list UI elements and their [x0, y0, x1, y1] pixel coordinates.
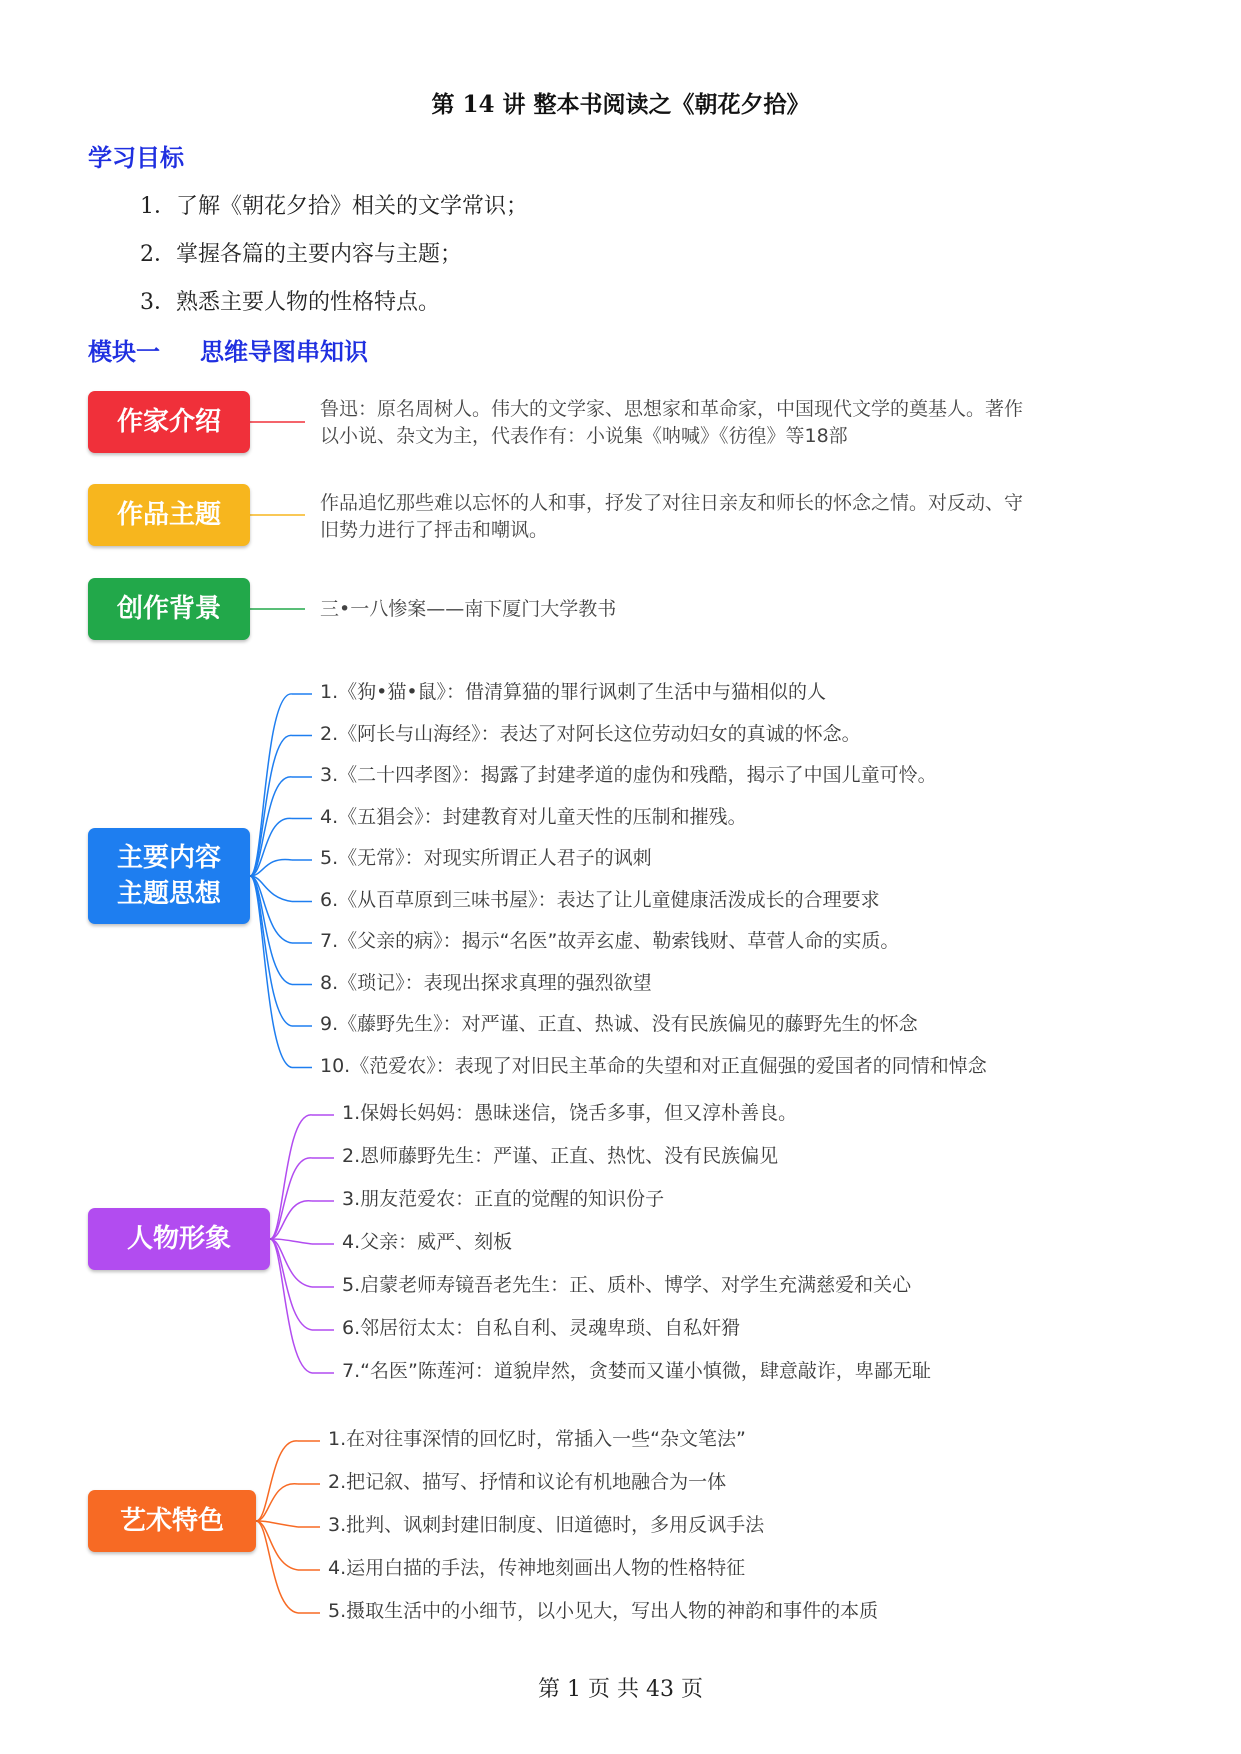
content-badge-line2: 主题思想 [116, 879, 221, 909]
art-badge: 艺术特色 [88, 1490, 256, 1552]
branch-item: 3.朋友范爱农：正直的觉醒的知识份子 [342, 1188, 665, 1210]
background-badge: 创作背景 [88, 578, 250, 640]
module-heading: 模块一 [88, 338, 160, 366]
module-subheading: 思维导图串知识 [200, 338, 368, 366]
objective-item: 1．了解《朝花夕拾》相关的文学常识； [140, 194, 528, 219]
content-badge-line1: 主要内容 [116, 843, 221, 873]
branch-item: 3.《二十四孝图》：揭露了封建孝道的虚伪和残酷，揭示了中国儿童可怜。 [320, 764, 937, 786]
branch-item: 2.把记叙、描写、抒情和议论有机地融合为一体 [328, 1471, 727, 1493]
branch-item: 7.《父亲的病》：揭示“名医”故弄玄虚、勒索钱财、草菅人命的实质。 [320, 930, 900, 952]
branch-item: 2.《阿长与山海经》：表达了对阿长这位劳动妇女的真诚的怀念。 [320, 722, 861, 745]
theme-text: 作品追忆那些难以忘怀的人和事，抒发了对往日亲友和师长的怀念之情。对反动、守旧势力进行了抨击和嘲讽。 [320, 492, 1024, 541]
branch-item: 5.摄取生活中的小细节，以小见大，写出人物的神韵和事件的本质 [328, 1600, 879, 1622]
branch-item: 9.《藤野先生》：对严谨、正直、热诚、没有民族偏见的藤野先生的怀念 [320, 1013, 918, 1035]
page-footer: 第 1 页 共 43 页 [538, 1677, 703, 1702]
branch-item: 6.《从百草原到三味书屋》：表达了让儿童健康活泼成长的合理要求 [320, 888, 880, 911]
theme-badge: 作品主题 [88, 484, 250, 546]
objectives-heading: 学习目标 [88, 144, 184, 172]
branch-connector [270, 1239, 312, 1373]
objective-item: 2．掌握各篇的主要内容与主题； [140, 242, 462, 267]
branch-connector [256, 1441, 298, 1521]
branch-item: 5.启蒙老师寿镜吾老先生：正、质朴、博学、对学生充满慈爱和关心 [342, 1274, 912, 1296]
branch-item: 4.父亲：威严、刻板 [342, 1231, 513, 1253]
author-badge: 作家介绍 [88, 391, 250, 453]
branch-item: 6.邻居衍太太：自私自利、灵魂卑琐、自私奸猾 [342, 1317, 741, 1339]
branch-item: 7.“名医”陈莲河：道貌岸然，贪婪而又谨小慎微，肆意敲诈，卑鄙无耻 [342, 1360, 931, 1382]
branch-connector [250, 694, 292, 876]
branch-item: 3.批判、讽刺封建旧制度、旧道德时，多用反讽手法 [328, 1514, 765, 1536]
branch-item: 5.《无常》：对现实所谓正人君子的讽刺 [320, 847, 652, 869]
branch-item: 8.《琐记》：表现出探求真理的强烈欲望 [320, 971, 652, 994]
branch-connector [250, 876, 292, 1068]
branch-connector [270, 1115, 312, 1239]
background-text: 三•一八惨案——南下厦门大学教书 [320, 598, 617, 620]
branch-item: 1.保姆长妈妈：愚昧迷信，饶舌多事，但又淳朴善良。 [342, 1102, 798, 1124]
branch-connector [256, 1521, 298, 1613]
content-badge [88, 828, 250, 924]
branch-item: 1.在对往事深情的回忆时，常插入一些“杂文笔法” [328, 1428, 746, 1450]
branch-item: 4.《五猖会》：封建教育对儿童天性的压制和摧残。 [320, 805, 747, 828]
branch-item: 4.运用白描的手法，传神地刻画出人物的性格特征 [328, 1557, 746, 1579]
objective-item: 3．熟悉主要人物的性格特点。 [140, 290, 440, 315]
characters-badge: 人物形象 [88, 1208, 270, 1270]
branch-item: 2.恩师藤野先生：严谨、正直、热忱、没有民族偏见 [342, 1145, 779, 1167]
branch-item: 10.《范爱农》：表现了对旧民主革命的失望和对正直倔强的爱国者的同情和悼念 [320, 1054, 987, 1077]
author-text: 鲁迅：原名周树人。伟大的文学家、思想家和革命家，中国现代文学的奠基人。著作以小说、杂文为主，代表作有：小说集《呐喊》《彷徨》等18部 [320, 398, 1024, 447]
page-title: 第 14 讲 整本书阅读之《朝花夕拾》 [431, 91, 810, 118]
branch-item: 1.《狗•猫•鼠》：借清算猫的罪行讽刺了生活中与猫相似的人 [320, 681, 827, 703]
